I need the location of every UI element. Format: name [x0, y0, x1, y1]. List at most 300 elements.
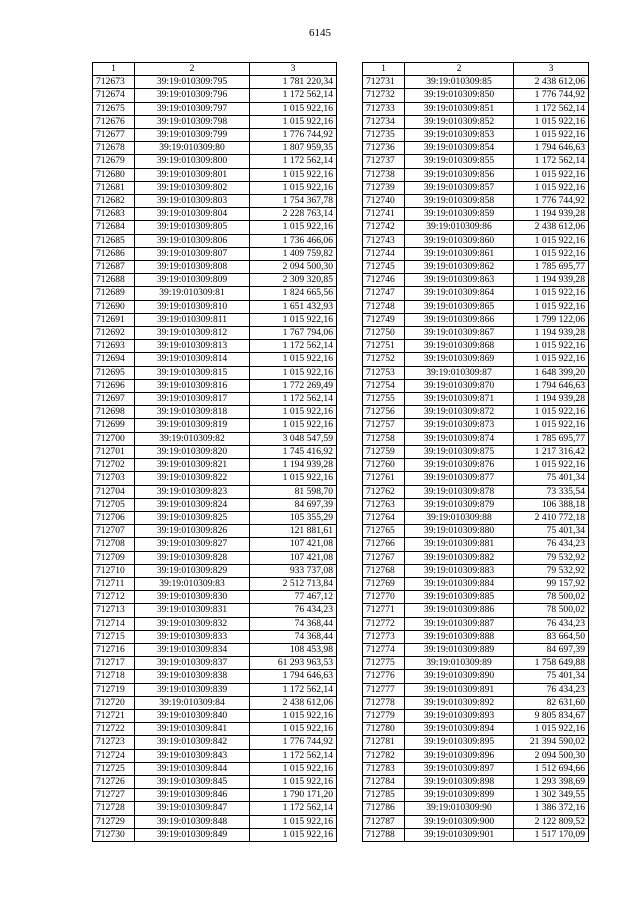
table-row — [363, 181, 589, 194]
row-number-cell: 712674 — [93, 89, 135, 102]
cadastral-value-cell: 1 799 122,06 — [514, 313, 589, 326]
row-number-cell: 712678 — [93, 142, 135, 155]
row-number-cell: 712735 — [363, 129, 405, 142]
table-row — [93, 789, 337, 802]
table-row — [363, 709, 589, 722]
cadastral-number-cell: 39:19:010309:802 — [135, 181, 250, 194]
registry-table-right — [362, 62, 589, 842]
row-number-cell: 712705 — [93, 498, 135, 511]
row-number-cell: 712696 — [93, 379, 135, 392]
table-row — [93, 643, 337, 656]
cadastral-number-cell: 39:19:010309:834 — [135, 643, 250, 656]
cadastral-number-cell: 39:19:010309:824 — [135, 498, 250, 511]
cadastral-value-cell: 108 453,98 — [250, 643, 337, 656]
table-row — [363, 287, 589, 300]
cadastral-value-cell: 2 309 320,85 — [250, 274, 337, 287]
table-row — [363, 419, 589, 432]
row-number-cell: 712765 — [363, 525, 405, 538]
row-number-cell: 712786 — [363, 802, 405, 815]
cadastral-value-cell: 1 015 922,16 — [250, 168, 337, 181]
table-row — [363, 591, 589, 604]
cadastral-number-cell: 39:19:010309:806 — [135, 234, 250, 247]
cadastral-value-cell: 75 401,34 — [514, 472, 589, 485]
column-header-number: 1 — [93, 63, 135, 76]
row-number-cell: 712687 — [93, 261, 135, 274]
cadastral-value-cell: 1 386 372,16 — [514, 802, 589, 815]
table-row — [363, 353, 589, 366]
row-number-cell: 712676 — [93, 115, 135, 128]
cadastral-number-cell: 39:19:010309:892 — [405, 696, 514, 709]
cadastral-number-cell: 39:19:010309:891 — [405, 683, 514, 696]
row-number-cell: 712718 — [93, 670, 135, 683]
cadastral-value-cell: 1 293 398,69 — [514, 775, 589, 788]
table-row — [93, 683, 337, 696]
cadastral-number-cell: 39:19:010309:850 — [405, 89, 514, 102]
cadastral-number-cell: 39:19:010309:866 — [405, 313, 514, 326]
row-number-cell: 712732 — [363, 89, 405, 102]
cadastral-value-cell: 1 785 695,77 — [514, 432, 589, 445]
cadastral-value-cell: 1 015 922,16 — [514, 168, 589, 181]
column-header-cadastral-number: 2 — [405, 63, 514, 76]
table-row — [93, 749, 337, 762]
table-row — [93, 155, 337, 168]
cadastral-number-cell: 39:19:010309:827 — [135, 538, 250, 551]
table-row — [93, 300, 337, 313]
cadastral-number-cell: 39:19:010309:852 — [405, 115, 514, 128]
cadastral-number-cell: 39:19:010309:849 — [135, 828, 250, 841]
table-row — [363, 564, 589, 577]
row-number-cell: 712744 — [363, 247, 405, 260]
table-header-row — [93, 63, 337, 76]
table-row — [93, 247, 337, 260]
cadastral-number-cell: 39:19:010309:798 — [135, 115, 250, 128]
table-row — [363, 445, 589, 458]
cadastral-number-cell: 39:19:010309:811 — [135, 313, 250, 326]
row-number-cell: 712752 — [363, 353, 405, 366]
row-number-cell: 712679 — [93, 155, 135, 168]
cadastral-number-cell: 39:19:010309:870 — [405, 379, 514, 392]
table-row — [363, 340, 589, 353]
table-row — [93, 340, 337, 353]
table-row — [363, 815, 589, 828]
cadastral-number-cell: 39:19:010309:880 — [405, 525, 514, 538]
cadastral-number-cell: 39:19:010309:859 — [405, 208, 514, 221]
cadastral-value-cell: 1 015 922,16 — [514, 115, 589, 128]
cadastral-value-cell: 1 194 939,28 — [514, 208, 589, 221]
row-number-cell: 712755 — [363, 393, 405, 406]
cadastral-number-cell: 39:19:010309:817 — [135, 393, 250, 406]
row-number-cell: 712709 — [93, 551, 135, 564]
row-number-cell: 712751 — [363, 340, 405, 353]
table-row — [93, 353, 337, 366]
cadastral-value-cell: 933 737,08 — [250, 564, 337, 577]
column-header-value: 3 — [514, 63, 589, 76]
cadastral-value-cell: 1 015 922,16 — [250, 472, 337, 485]
row-number-cell: 712713 — [93, 604, 135, 617]
table-row — [93, 762, 337, 775]
cadastral-value-cell: 1 015 922,16 — [514, 129, 589, 142]
cadastral-number-cell: 39:19:010309:822 — [135, 472, 250, 485]
cadastral-value-cell: 1 172 562,14 — [250, 802, 337, 815]
row-number-cell: 712750 — [363, 327, 405, 340]
cadastral-value-cell: 1 015 922,16 — [250, 762, 337, 775]
table-row — [93, 313, 337, 326]
cadastral-value-cell: 1 015 922,16 — [250, 102, 337, 115]
cadastral-number-cell: 39:19:010309:873 — [405, 419, 514, 432]
cadastral-value-cell: 1 015 922,16 — [514, 340, 589, 353]
cadastral-number-cell: 39:19:010309:812 — [135, 327, 250, 340]
cadastral-number-cell: 39:19:010309:832 — [135, 617, 250, 630]
cadastral-value-cell: 78 500,02 — [514, 591, 589, 604]
cadastral-value-cell: 2 228 763,14 — [250, 208, 337, 221]
cadastral-number-cell: 39:19:010309:857 — [405, 181, 514, 194]
cadastral-number-cell: 39:19:010309:821 — [135, 459, 250, 472]
cadastral-number-cell: 39:19:010309:854 — [405, 142, 514, 155]
table-row — [363, 247, 589, 260]
cadastral-value-cell: 1 409 759,82 — [250, 247, 337, 260]
cadastral-value-cell: 1 794 646,63 — [514, 379, 589, 392]
cadastral-number-cell: 39:19:010309:890 — [405, 670, 514, 683]
cadastral-value-cell: 1 015 922,16 — [514, 459, 589, 472]
cadastral-value-cell: 1 651 432,93 — [250, 300, 337, 313]
cadastral-value-cell: 1 758 649,88 — [514, 657, 589, 670]
cadastral-value-cell: 1 015 922,16 — [250, 353, 337, 366]
table-row — [363, 76, 589, 89]
cadastral-number-cell: 39:19:010309:815 — [135, 366, 250, 379]
cadastral-value-cell: 1 648 399,20 — [514, 366, 589, 379]
cadastral-number-cell: 39:19:010309:823 — [135, 485, 250, 498]
table-row — [363, 736, 589, 749]
table-row — [363, 762, 589, 775]
table-row — [363, 577, 589, 590]
table-row — [93, 366, 337, 379]
row-number-cell: 712721 — [93, 709, 135, 722]
table-row — [363, 115, 589, 128]
cadastral-number-cell: 39:19:010309:851 — [405, 102, 514, 115]
cadastral-number-cell: 39:19:010309:860 — [405, 234, 514, 247]
row-number-cell: 712689 — [93, 287, 135, 300]
table-row — [363, 723, 589, 736]
column-header-value: 3 — [250, 63, 337, 76]
cadastral-number-cell: 39:19:010309:799 — [135, 129, 250, 142]
table-row — [93, 630, 337, 643]
table-row — [363, 511, 589, 524]
cadastral-value-cell: 2 410 772,18 — [514, 511, 589, 524]
cadastral-value-cell: 77 467,12 — [250, 591, 337, 604]
row-number-cell: 712708 — [93, 538, 135, 551]
cadastral-value-cell: 1 776 744,92 — [514, 89, 589, 102]
row-number-cell: 712739 — [363, 181, 405, 194]
cadastral-value-cell: 2 094 500,30 — [514, 749, 589, 762]
cadastral-value-cell: 1 015 922,16 — [250, 815, 337, 828]
cadastral-value-cell: 1 015 922,16 — [514, 353, 589, 366]
row-number-cell: 712681 — [93, 181, 135, 194]
table-row — [363, 551, 589, 564]
table-row — [93, 736, 337, 749]
row-number-cell: 712685 — [93, 234, 135, 247]
cadastral-number-cell: 39:19:010309:858 — [405, 195, 514, 208]
cadastral-value-cell: 82 631,60 — [514, 696, 589, 709]
cadastral-number-cell: 39:19:010309:887 — [405, 617, 514, 630]
table-row — [93, 551, 337, 564]
row-number-cell: 712761 — [363, 472, 405, 485]
cadastral-value-cell: 21 394 590,02 — [514, 736, 589, 749]
row-number-cell: 712720 — [93, 696, 135, 709]
row-number-cell: 712757 — [363, 419, 405, 432]
cadastral-number-cell: 39:19:010309:845 — [135, 775, 250, 788]
cadastral-number-cell: 39:19:010309:888 — [405, 630, 514, 643]
cadastral-number-cell: 39:19:010309:87 — [405, 366, 514, 379]
cadastral-number-cell: 39:19:010309:85 — [405, 76, 514, 89]
table-row — [363, 630, 589, 643]
table-row — [93, 274, 337, 287]
row-number-cell: 712776 — [363, 670, 405, 683]
row-number-cell: 712762 — [363, 485, 405, 498]
cadastral-number-cell: 39:19:010309:828 — [135, 551, 250, 564]
table-row — [363, 683, 589, 696]
row-number-cell: 712734 — [363, 115, 405, 128]
table-row — [93, 670, 337, 683]
cadastral-value-cell: 2 438 612,06 — [514, 221, 589, 234]
cadastral-number-cell: 39:19:010309:848 — [135, 815, 250, 828]
cadastral-value-cell: 1 807 959,35 — [250, 142, 337, 155]
cadastral-number-cell: 39:19:010309:871 — [405, 393, 514, 406]
table-row — [93, 393, 337, 406]
cadastral-number-cell: 39:19:010309:881 — [405, 538, 514, 551]
cadastral-value-cell: 1 172 562,14 — [250, 89, 337, 102]
cadastral-number-cell: 39:19:010309:839 — [135, 683, 250, 696]
cadastral-value-cell: 106 388,18 — [514, 498, 589, 511]
row-number-cell: 712764 — [363, 511, 405, 524]
cadastral-number-cell: 39:19:010309:89 — [405, 657, 514, 670]
table-row — [363, 749, 589, 762]
cadastral-value-cell: 2 122 809,52 — [514, 815, 589, 828]
table-row — [93, 327, 337, 340]
cadastral-value-cell: 1 512 694,66 — [514, 762, 589, 775]
cadastral-value-cell: 1 217 316,42 — [514, 445, 589, 458]
cadastral-number-cell: 39:19:010309:833 — [135, 630, 250, 643]
table-row — [93, 208, 337, 221]
table-row — [363, 379, 589, 392]
cadastral-value-cell: 76 434,23 — [250, 604, 337, 617]
table-row — [363, 775, 589, 788]
registry-table-left — [92, 62, 337, 842]
cadastral-value-cell: 105 355,29 — [250, 511, 337, 524]
row-number-cell: 712683 — [93, 208, 135, 221]
table-row — [93, 538, 337, 551]
row-number-cell: 712763 — [363, 498, 405, 511]
cadastral-value-cell: 73 335,54 — [514, 485, 589, 498]
row-number-cell: 712697 — [93, 393, 135, 406]
row-number-cell: 712769 — [363, 577, 405, 590]
cadastral-number-cell: 39:19:010309:826 — [135, 525, 250, 538]
row-number-cell: 712767 — [363, 551, 405, 564]
cadastral-value-cell: 1 015 922,16 — [250, 419, 337, 432]
cadastral-value-cell: 2 438 612,06 — [514, 76, 589, 89]
row-number-cell: 712717 — [93, 657, 135, 670]
row-number-cell: 712781 — [363, 736, 405, 749]
table-row — [363, 670, 589, 683]
cadastral-number-cell: 39:19:010309:809 — [135, 274, 250, 287]
cadastral-value-cell: 1 736 466,06 — [250, 234, 337, 247]
row-number-cell: 712782 — [363, 749, 405, 762]
row-number-cell: 712756 — [363, 406, 405, 419]
table-row — [363, 828, 589, 841]
row-number-cell: 712771 — [363, 604, 405, 617]
cadastral-number-cell: 39:19:010309:796 — [135, 89, 250, 102]
cadastral-value-cell: 76 434,23 — [514, 538, 589, 551]
cadastral-value-cell: 107 421,08 — [250, 551, 337, 564]
table-row — [93, 261, 337, 274]
table-row — [93, 142, 337, 155]
cadastral-number-cell: 39:19:010309:825 — [135, 511, 250, 524]
cadastral-number-cell: 39:19:010309:846 — [135, 789, 250, 802]
table-row — [93, 511, 337, 524]
cadastral-value-cell: 1 754 367,78 — [250, 195, 337, 208]
row-number-cell: 712711 — [93, 577, 135, 590]
row-number-cell: 712780 — [363, 723, 405, 736]
cadastral-value-cell: 1 172 562,14 — [250, 393, 337, 406]
cadastral-number-cell: 39:19:010309:820 — [135, 445, 250, 458]
cadastral-number-cell: 39:19:010309:883 — [405, 564, 514, 577]
table-row — [93, 195, 337, 208]
row-number-cell: 712753 — [363, 366, 405, 379]
cadastral-value-cell: 83 664,50 — [514, 630, 589, 643]
row-number-cell: 712693 — [93, 340, 135, 353]
row-number-cell: 712715 — [93, 630, 135, 643]
cadastral-number-cell: 39:19:010309:837 — [135, 657, 250, 670]
cadastral-value-cell: 1 015 922,16 — [250, 221, 337, 234]
cadastral-number-cell: 39:19:010309:797 — [135, 102, 250, 115]
cadastral-value-cell: 1 015 922,16 — [514, 406, 589, 419]
cadastral-number-cell: 39:19:010309:889 — [405, 643, 514, 656]
row-number-cell: 712688 — [93, 274, 135, 287]
cadastral-value-cell: 1 781 220,34 — [250, 76, 337, 89]
cadastral-value-cell: 1 015 922,16 — [250, 406, 337, 419]
cadastral-number-cell: 39:19:010309:814 — [135, 353, 250, 366]
cadastral-value-cell: 2 094 500,30 — [250, 261, 337, 274]
row-number-cell: 712730 — [93, 828, 135, 841]
cadastral-value-cell: 84 697,39 — [250, 498, 337, 511]
row-number-cell: 712728 — [93, 802, 135, 815]
row-number-cell: 712686 — [93, 247, 135, 260]
table-row — [363, 155, 589, 168]
table-row — [93, 775, 337, 788]
cadastral-value-cell: 3 048 547,59 — [250, 432, 337, 445]
cadastral-value-cell: 1 172 562,14 — [250, 683, 337, 696]
table-row — [363, 485, 589, 498]
row-number-cell: 712775 — [363, 657, 405, 670]
cadastral-value-cell: 61 293 963,53 — [250, 657, 337, 670]
row-number-cell: 712703 — [93, 472, 135, 485]
cadastral-number-cell: 39:19:010309:878 — [405, 485, 514, 498]
cadastral-value-cell: 1 824 665,56 — [250, 287, 337, 300]
table-row — [93, 617, 337, 630]
row-number-cell: 712745 — [363, 261, 405, 274]
table-row — [93, 564, 337, 577]
table-row — [363, 393, 589, 406]
table-row — [93, 498, 337, 511]
table-row — [363, 234, 589, 247]
cadastral-number-cell: 39:19:010309:804 — [135, 208, 250, 221]
cadastral-number-cell: 39:19:010309:795 — [135, 76, 250, 89]
table-row — [93, 168, 337, 181]
row-number-cell: 712691 — [93, 313, 135, 326]
row-number-cell: 712675 — [93, 102, 135, 115]
row-number-cell: 712766 — [363, 538, 405, 551]
cadastral-value-cell: 1 015 922,16 — [250, 313, 337, 326]
table-row — [363, 89, 589, 102]
row-number-cell: 712716 — [93, 643, 135, 656]
table-row — [93, 221, 337, 234]
cadastral-number-cell: 39:19:010309:886 — [405, 604, 514, 617]
table-row — [363, 802, 589, 815]
cadastral-number-cell: 39:19:010309:800 — [135, 155, 250, 168]
table-row — [363, 604, 589, 617]
row-number-cell: 712682 — [93, 195, 135, 208]
table-row — [363, 472, 589, 485]
cadastral-number-cell: 39:19:010309:84 — [135, 696, 250, 709]
cadastral-value-cell: 1 794 646,63 — [514, 142, 589, 155]
cadastral-number-cell: 39:19:010309:895 — [405, 736, 514, 749]
table-row — [93, 485, 337, 498]
table-row — [363, 617, 589, 630]
table-row — [363, 208, 589, 221]
column-header-cadastral-number: 2 — [135, 63, 250, 76]
cadastral-value-cell: 1 776 744,92 — [250, 736, 337, 749]
table-row — [363, 406, 589, 419]
cadastral-value-cell: 99 157,92 — [514, 577, 589, 590]
table-row — [363, 366, 589, 379]
table-row — [93, 89, 337, 102]
cadastral-value-cell: 1 015 922,16 — [514, 234, 589, 247]
cadastral-number-cell: 39:19:010309:831 — [135, 604, 250, 617]
row-number-cell: 712701 — [93, 445, 135, 458]
cadastral-number-cell: 39:19:010309:801 — [135, 168, 250, 181]
cadastral-value-cell: 1 785 695,77 — [514, 261, 589, 274]
table-row — [363, 168, 589, 181]
cadastral-value-cell: 1 172 562,14 — [250, 155, 337, 168]
table-row — [363, 538, 589, 551]
cadastral-number-cell: 39:19:010309:88 — [405, 511, 514, 524]
row-number-cell: 712774 — [363, 643, 405, 656]
row-number-cell: 712684 — [93, 221, 135, 234]
row-number-cell: 712706 — [93, 511, 135, 524]
row-number-cell: 712712 — [93, 591, 135, 604]
cadastral-value-cell: 1 015 922,16 — [514, 300, 589, 313]
cadastral-value-cell: 1 015 922,16 — [514, 247, 589, 260]
table-row — [363, 498, 589, 511]
row-number-cell: 712759 — [363, 445, 405, 458]
table-row — [93, 129, 337, 142]
cadastral-value-cell: 79 532,92 — [514, 551, 589, 564]
table-row — [93, 802, 337, 815]
cadastral-value-cell: 1 194 939,28 — [514, 327, 589, 340]
cadastral-value-cell: 2 512 713,84 — [250, 577, 337, 590]
cadastral-number-cell: 39:19:010309:81 — [135, 287, 250, 300]
cadastral-number-cell: 39:19:010309:83 — [135, 577, 250, 590]
table-row — [363, 313, 589, 326]
cadastral-number-cell: 39:19:010309:818 — [135, 406, 250, 419]
cadastral-number-cell: 39:19:010309:864 — [405, 287, 514, 300]
table-row — [93, 115, 337, 128]
cadastral-number-cell: 39:19:010309:805 — [135, 221, 250, 234]
row-number-cell: 712700 — [93, 432, 135, 445]
table-row — [93, 459, 337, 472]
cadastral-value-cell: 1 776 744,92 — [250, 129, 337, 142]
cadastral-number-cell: 39:19:010309:861 — [405, 247, 514, 260]
table-row — [93, 287, 337, 300]
